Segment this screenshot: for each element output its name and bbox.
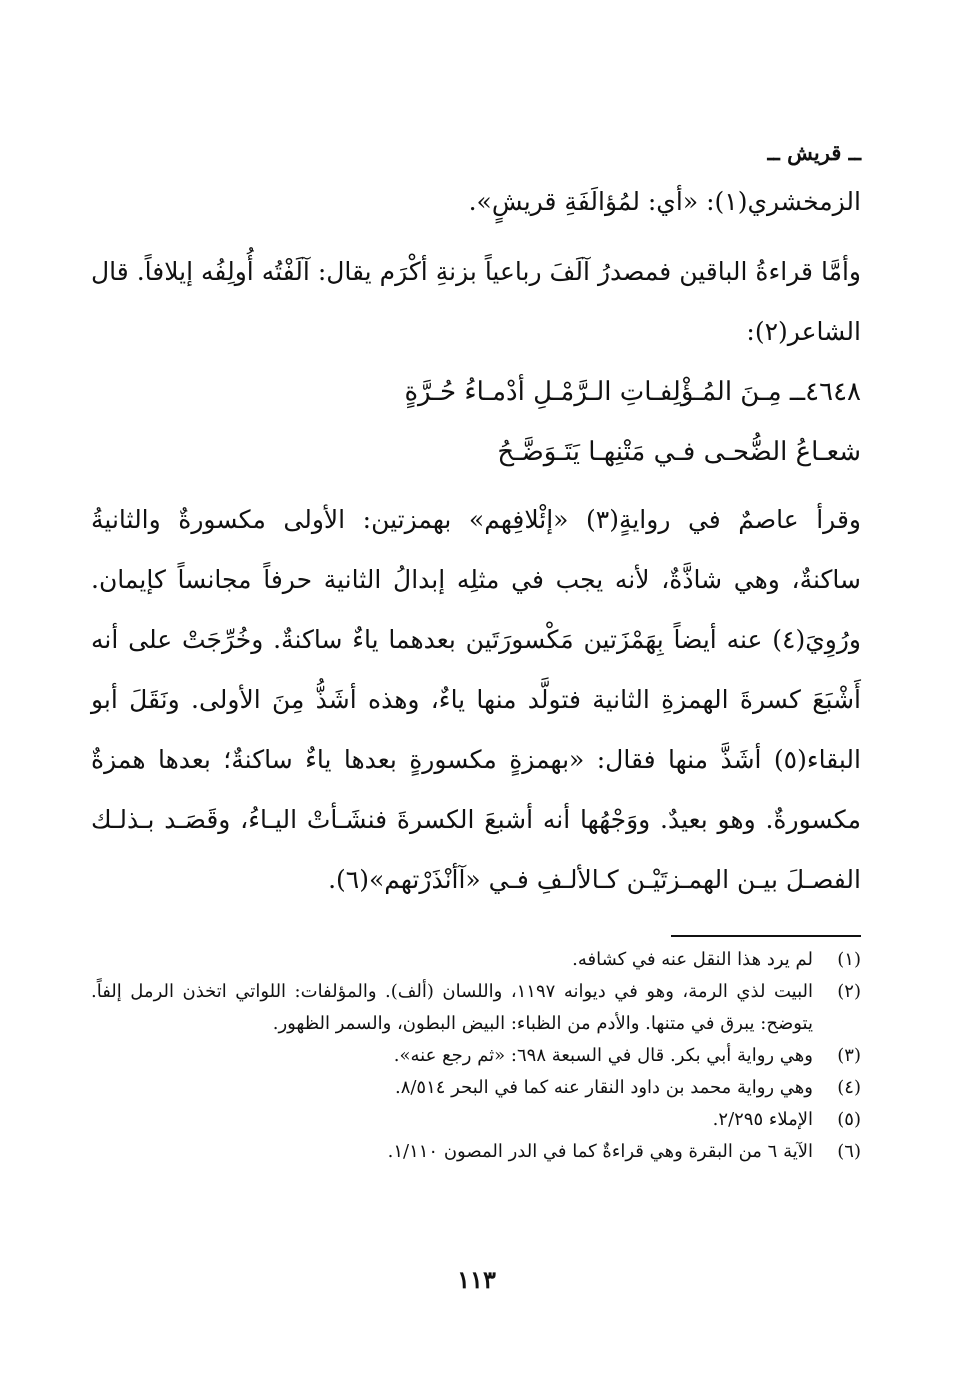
footnote-text: وهي رواية محمد بن داود النقار عنه كما في البحر ٨/٥١٤. xyxy=(394,1077,813,1098)
footnote-text: الآية ٦ من البقرة وهي قراءةٌ كما في الدر المصون ١/١١٠. xyxy=(387,1141,813,1162)
footnote-text: الإملاء ٢/٢٩٥. xyxy=(712,1109,813,1130)
verse-line-2: شعـاعُ الضُّحـى فـي مَتْنِهـا يَتَـوَضَّـحُ xyxy=(497,437,861,467)
footnote-number: (٢) xyxy=(837,981,861,1002)
verse-line-1: ٤٦٤٨ــ مِـنَ المُـؤْلِفـاتِ الـرَّمْـلِ أدْمـاءُ حُـرَّةٍ xyxy=(404,377,861,407)
running-header: ــ قريش ــ xyxy=(767,140,861,165)
footnote-item xyxy=(91,944,861,976)
footnote-text: البيت لذي الرمة، وهو في ديوانه ١١٩٧، واللسان (ألف). والمؤلفات: اللواتي اتخذن الرمل إلفاً. يتوضح: يبرق في متنها. والأدم من الظباء: البيض البطون، والسمر الظهور. xyxy=(91,981,813,1034)
footnote-number: (٥) xyxy=(837,1109,861,1130)
footnote-item xyxy=(91,1104,861,1136)
footnote-text: وهي رواية أبي بكر. قال في السبعة ٦٩٨: «ثم رجع عنه». xyxy=(393,1045,813,1066)
footnote-number: (٤) xyxy=(837,1077,861,1098)
main-text xyxy=(91,172,861,910)
footnote-item xyxy=(91,1072,861,1104)
footnote-number: (٣) xyxy=(837,1045,861,1066)
footnote-item xyxy=(91,976,861,1040)
footnote-separator xyxy=(671,935,861,937)
paragraph-reading: وأمَّا قراءةُ الباقين فمصدرُ آلَفَ رباعياً بزنةِ أكْرَم يقال: آلَفْتُه أُولِفُه إيلافاً. قال الشاعر(٢): xyxy=(91,257,861,346)
footnote-number: (٦) xyxy=(837,1141,861,1162)
footnote-text: لم يرد هذا النقل عنه في كشافه. xyxy=(572,949,813,970)
footnote-number: (١) xyxy=(837,949,861,970)
page-number: ١١٣ xyxy=(457,1265,496,1294)
footnotes xyxy=(91,944,861,1168)
paragraph-zamakhshari: الزمخشري(١): «أي: لمُؤالَفَةِ قريشٍ». xyxy=(468,187,861,216)
footnote-item xyxy=(91,1136,861,1168)
footnote-item xyxy=(91,1040,861,1072)
paragraph-asim: وقرأ عاصمٌ في روايةٍ(٣) «إئْلافِهم» بهمزتين: الأولى مكسورةٌ والثانيةُ ساكنةٌ، وهي شاذَّةٌ، لأنه يجب في مثلِه إبدالُ الثانية حرفاً مجانساً كإيمان. ورُوِيَ(٤) عنه أيضاً بِهَمْزَتين مَكْسورَتَين بعدهما ياءٌ ساكنةٌ. وخُرِّجَتْ على أنه أَشْبَعَ كسرةَ الهمزةِ الثانية فتولَّد منها ياءٌ، وهذه أشَذُّ مِنَ الأولى. ونَقَلَ أبو البقاء(٥) أشَذَّ منها فقال: «بهمزةٍ مكسورةٍ بعدها ياءٌ ساكنةٌ؛ بعدها همزةٌ مكسورةٌ. وهو بعيدٌ. ووَجْهُها أنه أشبعَ الكسرةَ فنشَـأتْ اليـاءُ، وقَصَـد بـذلـك الفصـلَ بيـن الهمـزتَيْـن كـالألـفِ فـي «آأنْذَرْتهم»(٦). xyxy=(91,505,862,894)
